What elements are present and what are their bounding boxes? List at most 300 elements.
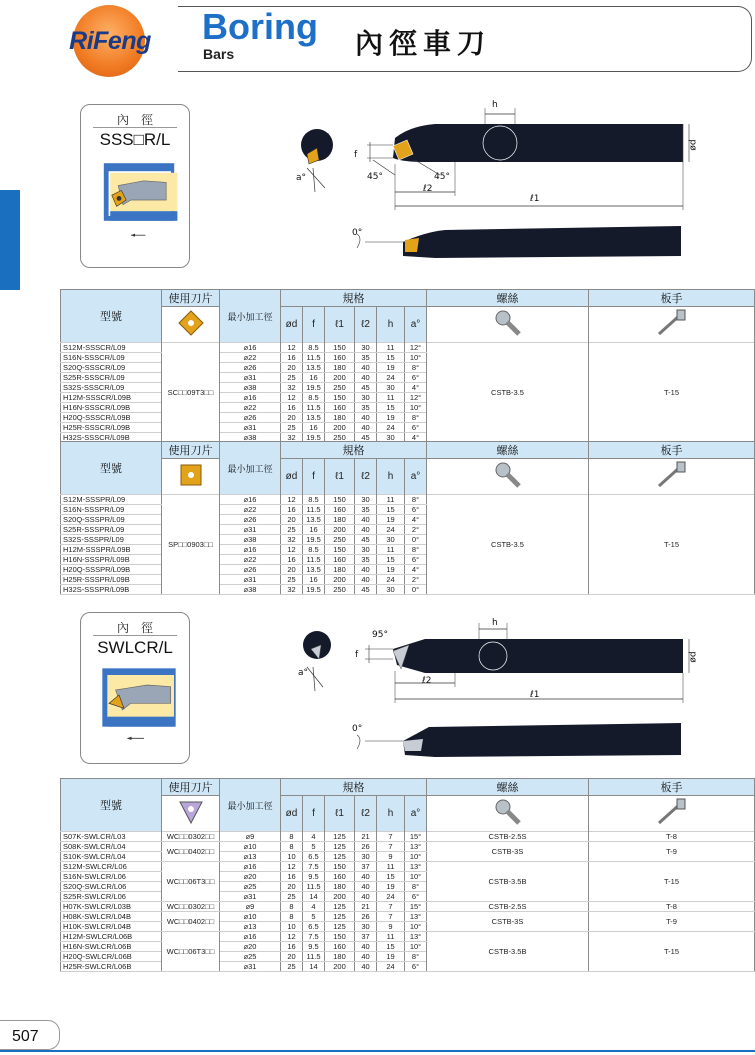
header-minbore: 最小加工徑 (220, 290, 281, 343)
wrench-icon (655, 797, 689, 827)
screw-cell: CSTB-3S (427, 912, 589, 932)
spec-cell: 24 (377, 423, 405, 433)
spec-cell: 30 (377, 585, 405, 595)
spec-cell: 19.5 (303, 433, 325, 443)
model-cell: S08K-SWLCR/L04 (61, 842, 162, 852)
dim-l2: ℓ2 (422, 676, 432, 686)
spec-cell: 14 (303, 962, 325, 972)
header-screw: 螺絲 (427, 290, 589, 307)
spec-cell: 19 (377, 363, 405, 373)
spec-cell: 16 (303, 423, 325, 433)
wrench-cell: T-15 (589, 862, 755, 902)
type-code: SSS□R/L (99, 130, 171, 149)
spec-cell: 19.5 (303, 585, 325, 595)
insert-square-icon (177, 461, 205, 489)
spec-cell: 45 (355, 535, 377, 545)
boring-section-icon (89, 160, 189, 240)
spec-cell: 40 (355, 892, 377, 902)
spec-cell: 40 (355, 423, 377, 433)
model-cell: S25R-SSSCR/L09 (61, 373, 162, 383)
header-spec: 規格 (281, 290, 427, 307)
spec-cell: 12 (281, 343, 303, 353)
spec-cell: 9.5 (303, 872, 325, 882)
model-cell: S12M-SSSCR/L09 (61, 343, 162, 353)
spec-cell: 40 (355, 373, 377, 383)
spec-cell: 9 (377, 922, 405, 932)
spec-cell: 19 (377, 413, 405, 423)
page-number: 507 (12, 1028, 39, 1045)
insert-rhombus-icon (177, 309, 205, 337)
table-swlc (60, 778, 755, 832)
spec-cell: 30 (377, 383, 405, 393)
spec-cell: 13.5 (303, 565, 325, 575)
screw-cell: CSTB-3.5 (427, 343, 589, 443)
brand-logo (55, 5, 165, 75)
spec-cell: 32 (281, 535, 303, 545)
spec-cell: 125 (325, 832, 355, 842)
dim-l1: ℓ1 (530, 194, 540, 204)
wrench-cell: T-9 (589, 842, 755, 862)
spec-cell: 11.5 (303, 882, 325, 892)
spec-cell: ⌀25 (220, 952, 281, 962)
spec-cell: 160 (325, 872, 355, 882)
model-cell: S25R-SWLCR/L06 (61, 892, 162, 902)
spec-cell: ⌀22 (220, 353, 281, 363)
spec-cell: 40 (355, 872, 377, 882)
spec-cell: 6.5 (303, 852, 325, 862)
spec-cell: 10° (405, 922, 427, 932)
spec-cell: 25 (281, 575, 303, 585)
spec-cell: 35 (355, 505, 377, 515)
spec-cell: 160 (325, 942, 355, 952)
dim-angle1: 45° (367, 172, 383, 182)
header-l1: ℓ1 (325, 459, 355, 495)
spec-cell: 8.5 (303, 495, 325, 505)
spec-cell: 8 (281, 832, 303, 842)
model-cell: S20Q-SWLCR/L06 (61, 882, 162, 892)
spec-cell: 16 (281, 555, 303, 565)
spec-cell: 24 (377, 575, 405, 585)
header-spec: 規格 (281, 442, 427, 459)
screw-cell: CSTB-2.5S (427, 832, 589, 842)
spec-cell: ⌀13 (220, 922, 281, 932)
boring-section-icon (89, 665, 189, 745)
table-row (61, 343, 755, 353)
header-d: ød (281, 459, 303, 495)
spec-cell: 7 (377, 912, 405, 922)
spec-cell: 150 (325, 932, 355, 942)
insert-image (162, 307, 220, 343)
spec-cell: 19 (377, 515, 405, 525)
spec-cell: 25 (281, 962, 303, 972)
wrench-cell: T-15 (589, 495, 755, 595)
spec-cell: 11 (377, 393, 405, 403)
divider (93, 635, 177, 636)
insert-cell: WC□□0302□□ (162, 832, 220, 842)
model-cell: H20Q-SWLCR/L06B (61, 952, 162, 962)
spec-cell: ⌀16 (220, 932, 281, 942)
spec-cell: 24 (377, 373, 405, 383)
model-cell: H07K-SWLCR/L03B (61, 902, 162, 912)
wrench-image (589, 307, 755, 343)
spec-cell: 16 (281, 942, 303, 952)
spec-cell: 40 (355, 525, 377, 535)
dim-h: h (492, 100, 498, 110)
spec-cell: 11.5 (303, 403, 325, 413)
spec-cell: ⌀16 (220, 343, 281, 353)
spec-cell: 13° (405, 932, 427, 942)
header-spec: 規格 (281, 779, 427, 796)
header-h: h (377, 459, 405, 495)
spec-cell: 15 (377, 942, 405, 952)
spec-cell: 200 (325, 373, 355, 383)
spec-cell: 4° (405, 515, 427, 525)
spec-cell: 37 (355, 932, 377, 942)
spec-cell: 30 (355, 343, 377, 353)
spec-cell: 6° (405, 892, 427, 902)
spec-cell: 32 (281, 433, 303, 443)
screw-image (427, 307, 589, 343)
spec-cell: 21 (355, 902, 377, 912)
header-l2: ℓ2 (355, 459, 377, 495)
table-sssp-body (60, 494, 755, 595)
model-cell: S16N-SWLCR/L06 (61, 872, 162, 882)
spec-cell: 8° (405, 413, 427, 423)
insert-cell: WC□□0302□□ (162, 902, 220, 912)
table-row (61, 912, 755, 922)
header-f: f (303, 796, 325, 832)
spec-cell: 125 (325, 842, 355, 852)
screw-icon (493, 460, 523, 490)
spec-cell: 20 (281, 413, 303, 423)
spec-cell: 13° (405, 912, 427, 922)
spec-cell: 10 (281, 852, 303, 862)
spec-cell: 160 (325, 353, 355, 363)
spec-cell: 8° (405, 952, 427, 962)
insert-image (162, 459, 220, 495)
spec-cell: 13° (405, 862, 427, 872)
spec-cell: 24 (377, 525, 405, 535)
spec-cell: 160 (325, 403, 355, 413)
spec-cell: ⌀22 (220, 505, 281, 515)
spec-cell: ⌀26 (220, 363, 281, 373)
wrench-image (589, 796, 755, 832)
spec-cell: ⌀16 (220, 495, 281, 505)
wrench-icon (655, 308, 689, 338)
model-cell: H20Q-SSSCR/L09B (61, 413, 162, 423)
spec-cell: ⌀31 (220, 962, 281, 972)
spec-cell: 8° (405, 882, 427, 892)
spec-cell: 16 (303, 525, 325, 535)
spec-cell: 20 (281, 882, 303, 892)
model-cell: H10K-SWLCR/L04B (61, 922, 162, 932)
spec-cell: 30 (355, 852, 377, 862)
dim-d: ød (688, 651, 699, 663)
header-screw: 螺絲 (427, 442, 589, 459)
insert-cell: WC□□0402□□ (162, 912, 220, 932)
header-d: ød (281, 796, 303, 832)
spec-cell: 32 (281, 383, 303, 393)
spec-cell: 30 (355, 922, 377, 932)
model-cell: H25R-SSSCR/L09B (61, 423, 162, 433)
model-cell: H20Q-SSSPR/L09B (61, 565, 162, 575)
spec-cell: 150 (325, 393, 355, 403)
spec-cell: 4 (303, 832, 325, 842)
spec-cell: 180 (325, 363, 355, 373)
header-screw: 螺絲 (427, 779, 589, 796)
insert-cell: WC□□06T3□□ (162, 932, 220, 972)
spec-cell: ⌀26 (220, 515, 281, 525)
spec-cell: 9 (377, 852, 405, 862)
spec-cell: 40 (355, 565, 377, 575)
spec-cell: 4° (405, 383, 427, 393)
model-cell: S20Q-SSSPR/L09 (61, 515, 162, 525)
spec-cell: 125 (325, 852, 355, 862)
dim-l2: ℓ2 (423, 184, 433, 194)
spec-cell: 8° (405, 363, 427, 373)
header-d: ød (281, 307, 303, 343)
spec-cell: ⌀38 (220, 433, 281, 443)
spec-cell: 15° (405, 832, 427, 842)
model-cell: H25R-SWLCR/L06B (61, 962, 162, 972)
spec-cell: 13° (405, 842, 427, 852)
header-l1: ℓ1 (325, 307, 355, 343)
spec-cell: 30 (355, 495, 377, 505)
spec-cell: 250 (325, 585, 355, 595)
spec-cell: 25 (281, 892, 303, 902)
spec-cell: 7 (377, 842, 405, 852)
spec-cell: 16 (281, 403, 303, 413)
wrench-cell: T-9 (589, 912, 755, 932)
dim-a: a° (296, 173, 307, 183)
header-h: h (377, 307, 405, 343)
spec-cell: 200 (325, 525, 355, 535)
spec-cell: ⌀13 (220, 852, 281, 862)
spec-cell: 40 (355, 942, 377, 952)
header-wrench: 板手 (589, 290, 755, 307)
spec-cell: 250 (325, 535, 355, 545)
spec-cell: ⌀16 (220, 545, 281, 555)
spec-cell: 37 (355, 862, 377, 872)
spec-cell: 26 (355, 912, 377, 922)
spec-cell: 25 (281, 525, 303, 535)
type-caption: 內 徑 (116, 621, 153, 635)
model-cell: S16N-SSSPR/L09 (61, 505, 162, 515)
spec-cell: 15 (377, 353, 405, 363)
spec-cell: 150 (325, 862, 355, 872)
dim-l1: ℓ1 (530, 690, 540, 700)
spec-cell: 180 (325, 565, 355, 575)
header-minbore: 最小加工徑 (220, 779, 281, 832)
spec-cell: ⌀31 (220, 373, 281, 383)
spec-cell: 11.5 (303, 952, 325, 962)
insert-cell: WC□□06T3□□ (162, 862, 220, 902)
spec-cell: 11 (377, 862, 405, 872)
title-cjk: 內徑車刀 (355, 27, 492, 60)
spec-cell: 20 (281, 952, 303, 962)
spec-cell: ⌀10 (220, 912, 281, 922)
screw-image (427, 796, 589, 832)
screw-image (427, 459, 589, 495)
screw-cell: CSTB-3.5 (427, 495, 589, 595)
table-swlc-body (60, 831, 755, 972)
model-cell: H12M-SWLCR/L06B (61, 932, 162, 942)
spec-cell: 180 (325, 952, 355, 962)
spec-cell: 45 (355, 433, 377, 443)
spec-cell: 35 (355, 555, 377, 565)
spec-cell: 8.5 (303, 393, 325, 403)
model-cell: H08K-SWLCR/L04B (61, 912, 162, 922)
brand-name: RiFeng (69, 27, 151, 55)
header-wrench: 板手 (589, 779, 755, 796)
insert-cell: WC□□0402□□ (162, 842, 220, 862)
spec-cell: 8.5 (303, 545, 325, 555)
spec-cell: 11.5 (303, 555, 325, 565)
spec-cell: 200 (325, 423, 355, 433)
spec-cell: ⌀20 (220, 942, 281, 952)
spec-cell: ⌀38 (220, 383, 281, 393)
table-row (61, 932, 755, 942)
spec-cell: 20 (281, 515, 303, 525)
spec-cell: 150 (325, 545, 355, 555)
header-insert: 使用刀片 (162, 442, 220, 459)
spec-cell: 160 (325, 555, 355, 565)
header-insert: 使用刀片 (162, 290, 220, 307)
model-cell: H32S-SSSCR/L09B (61, 433, 162, 443)
spec-cell: 7.5 (303, 932, 325, 942)
spec-cell: 26 (355, 842, 377, 852)
divider (93, 127, 177, 128)
spec-cell: 11.5 (303, 353, 325, 363)
spec-cell: 10° (405, 942, 427, 952)
type-code: SWLCR/L (97, 638, 173, 657)
spec-cell: 250 (325, 383, 355, 393)
screw-cell: CSTB-3.5B (427, 932, 589, 972)
spec-cell: 2° (405, 525, 427, 535)
header-f: f (303, 307, 325, 343)
spec-cell: 2° (405, 575, 427, 585)
dim-angle2: 45° (434, 172, 450, 182)
spec-cell: 32 (281, 585, 303, 595)
spec-cell: 40 (355, 363, 377, 373)
spec-cell: 12 (281, 393, 303, 403)
spec-cell: 11 (377, 495, 405, 505)
model-cell: S25R-SSSPR/L09 (61, 525, 162, 535)
spec-cell: 12° (405, 343, 427, 353)
model-cell: S07K-SWLCR/L03 (61, 832, 162, 842)
spec-cell: 4 (303, 902, 325, 912)
dim-a: a° (298, 668, 309, 678)
type-box-swl (80, 612, 190, 764)
spec-cell: 8 (281, 912, 303, 922)
spec-cell: 9.5 (303, 942, 325, 952)
header-l2: ℓ2 (355, 307, 377, 343)
spec-cell: ⌀16 (220, 862, 281, 872)
spec-cell: 12 (281, 862, 303, 872)
header-model: 型號 (61, 779, 162, 832)
spec-cell: 6° (405, 423, 427, 433)
spec-cell: 19 (377, 565, 405, 575)
insert-trigon-icon (176, 798, 206, 826)
screw-icon (493, 308, 523, 338)
spec-cell: 40 (355, 882, 377, 892)
spec-cell: 180 (325, 413, 355, 423)
spec-cell: 6° (405, 373, 427, 383)
model-cell: S12M-SSSPR/L09 (61, 495, 162, 505)
header-a: a° (405, 459, 427, 495)
spec-cell: 8° (405, 495, 427, 505)
insert-cell: SP□□0903□□ (162, 495, 220, 595)
dim-zero: 0° (352, 724, 363, 734)
table-sssc-body (60, 342, 755, 443)
spec-cell: ⌀26 (220, 413, 281, 423)
dim-f: f (354, 150, 358, 160)
header-insert: 使用刀片 (162, 779, 220, 796)
spec-cell: 16 (303, 373, 325, 383)
spec-cell: 21 (355, 832, 377, 842)
spec-cell: 0° (405, 585, 427, 595)
model-cell: S32S-SSSCR/L09 (61, 383, 162, 393)
spec-cell: 160 (325, 505, 355, 515)
table-sssp (60, 441, 755, 495)
spec-cell: 125 (325, 902, 355, 912)
spec-cell: 30 (355, 393, 377, 403)
spec-cell: 11 (377, 545, 405, 555)
type-box-sss (80, 104, 190, 268)
spec-cell: 40 (355, 952, 377, 962)
spec-cell: ⌀25 (220, 882, 281, 892)
spec-cell: ⌀26 (220, 565, 281, 575)
spec-cell: 4° (405, 565, 427, 575)
spec-cell: 40 (355, 575, 377, 585)
model-cell: H32S-SSSPR/L09B (61, 585, 162, 595)
spec-cell: 6° (405, 505, 427, 515)
table-row (61, 902, 755, 912)
spec-cell: 12 (281, 495, 303, 505)
spec-cell: 5 (303, 842, 325, 852)
header-l1: ℓ1 (325, 796, 355, 832)
spec-cell: 125 (325, 912, 355, 922)
spec-cell: 24 (377, 892, 405, 902)
dim-angle: 95° (372, 630, 388, 640)
wrench-cell: T-15 (589, 343, 755, 443)
spec-cell: 10° (405, 353, 427, 363)
wrench-cell: T-8 (589, 902, 755, 912)
spec-cell: 13.5 (303, 515, 325, 525)
spec-cell: 7.5 (303, 862, 325, 872)
spec-cell: 19.5 (303, 535, 325, 545)
spec-cell: 19 (377, 882, 405, 892)
dim-zero: 0° (352, 228, 363, 238)
spec-cell: 30 (377, 433, 405, 443)
spec-cell: 7 (377, 832, 405, 842)
spec-cell: 8.5 (303, 343, 325, 353)
spec-cell: 13.5 (303, 413, 325, 423)
header-wrench: 板手 (589, 442, 755, 459)
spec-cell: 16 (281, 872, 303, 882)
spec-cell: 15 (377, 505, 405, 515)
spec-cell: 15 (377, 872, 405, 882)
spec-cell: ⌀31 (220, 575, 281, 585)
spec-cell: 10° (405, 852, 427, 862)
screw-cell: CSTB-2.5S (427, 902, 589, 912)
header-h: h (377, 796, 405, 832)
spec-cell: 45 (355, 383, 377, 393)
spec-cell: 6° (405, 555, 427, 565)
header-a: a° (405, 307, 427, 343)
table-row (61, 842, 755, 852)
wrench-icon (655, 460, 689, 490)
